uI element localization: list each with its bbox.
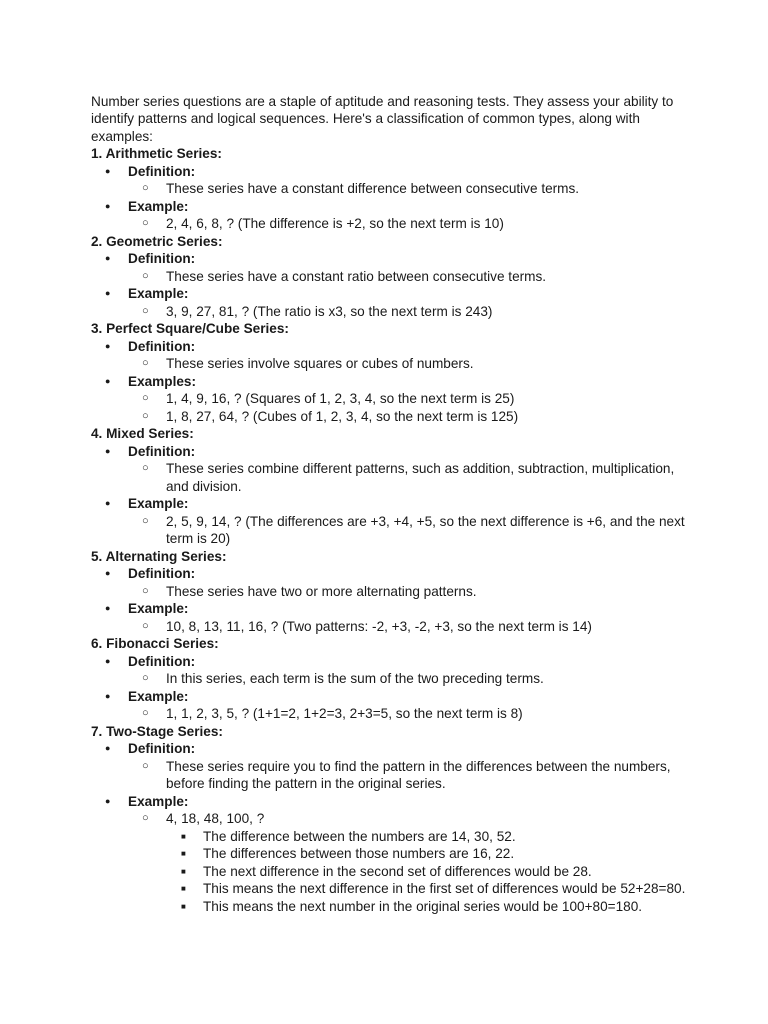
- sub-bullet-text: ○ In this series, each term is the sum of the two preceding terms.: [91, 670, 691, 688]
- bullet-label: ● Definition:: [91, 338, 691, 356]
- bullet-label: ● Example:: [91, 495, 691, 513]
- sub-bullet-text: ○ These series combine different patterns, such as addition, subtraction, multiplication, and division.: [91, 460, 691, 495]
- bullet-label: ● Examples:: [91, 373, 691, 391]
- bullet-label: ● Definition:: [91, 565, 691, 583]
- section-title: 2. Geometric Series:: [91, 233, 223, 249]
- sub-bullet-text: ○ 1, 4, 9, 16, ? (Squares of 1, 2, 3, 4, so the next term is 25): [91, 390, 691, 408]
- section-title: 6. Fibonacci Series:: [91, 636, 219, 651]
- sub-bullet-text: ○ These series have a constant difference between consecutive terms.: [91, 180, 691, 198]
- sub-bullet-text: ○ These series have two or more alternating patterns.: [91, 583, 691, 601]
- detail-bullet-text: ■ This means the next number in the original series would be 100+80=180.: [91, 898, 691, 916]
- bullet-label: ● Definition:: [91, 443, 691, 461]
- bullet-label: ● Example:: [91, 600, 691, 618]
- sub-bullet-text: ○ 1, 8, 27, 64, ? (Cubes of 1, 2, 3, 4, so the next term is 125): [91, 408, 691, 426]
- series-list: [91, 145, 691, 915]
- sub-bullet-text: ○ These series involve squares or cubes of numbers.: [91, 355, 691, 373]
- sub-bullet-text: ○ 2, 4, 6, 8, ? (The difference is +2, so the next term is 10): [91, 215, 691, 233]
- sub-bullet-text: ○ 4, 18, 48, 100, ?: [91, 810, 691, 828]
- intro-paragraph: Number series questions are a staple of aptitude and reasoning tests. They assess your ability to identify patterns and logical sequences. Here's a classification of common types, along with examples:: [91, 94, 674, 144]
- bullet-label: ● Definition:: [91, 653, 691, 671]
- sub-bullet-text: ○ 3, 9, 27, 81, ? (The ratio is x3, so the next term is 243): [91, 303, 691, 321]
- section-title: 5. Alternating Series:: [91, 548, 227, 564]
- bullet-label: ● Definition:: [91, 250, 691, 268]
- section-title: 3. Perfect Square/Cube Series:: [91, 321, 289, 336]
- sub-bullet-text: ○ These series require you to find the pattern in the differences between the numbers, before finding the pattern in the original series.: [91, 758, 691, 793]
- detail-bullet-text: ■ The differences between those numbers are 16, 22.: [91, 845, 691, 863]
- sub-bullet-text: ○ 1, 1, 2, 3, 5, ? (1+1=2, 1+2=3, 2+3=5, so the next term is 8): [91, 705, 691, 723]
- section-title: 4. Mixed Series:: [91, 426, 194, 441]
- detail-bullet-text: ■ The difference between the numbers are 14, 30, 52.: [91, 828, 691, 846]
- sub-bullet-text: ○ These series have a constant ratio between consecutive terms.: [91, 268, 691, 286]
- detail-bullet-text: ■ The next difference in the second set of differences would be 28.: [91, 863, 691, 881]
- sub-bullet-text: ○ 2, 5, 9, 14, ? (The differences are +3, +4, +5, so the next difference is +6, and the next term is 20): [91, 513, 691, 548]
- bullet-label: ● Example:: [91, 285, 691, 303]
- section-title: 1. Arithmetic Series:: [91, 146, 222, 161]
- bullet-label: ● Definition:: [91, 163, 691, 181]
- bullet-label: ● Example:: [91, 198, 691, 216]
- detail-bullet-text: ■ This means the next difference in the first set of differences would be 52+28=80.: [91, 880, 691, 898]
- bullet-label: ● Example:: [91, 793, 691, 811]
- section-title: 7. Two-Stage Series:: [91, 723, 223, 739]
- sub-bullet-text: ○ 10, 8, 13, 11, 16, ? (Two patterns: -2, +3, -2, +3, so the next term is 14): [91, 618, 691, 636]
- bullet-label: ● Definition:: [91, 740, 691, 758]
- bullet-label: ● Example:: [91, 688, 691, 706]
